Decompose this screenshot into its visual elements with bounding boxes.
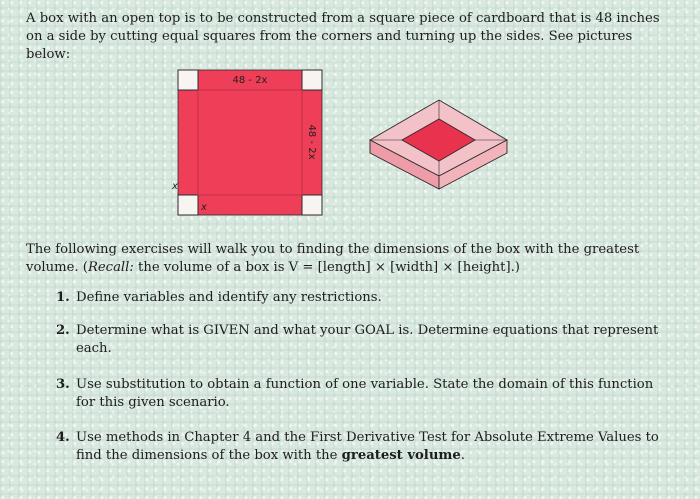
open-box-figure: [366, 96, 511, 191]
exercise-number: 4.: [56, 430, 70, 445]
flat-cardboard-figure: [170, 68, 330, 218]
exercise-number: 2.: [56, 323, 70, 338]
exercise-text-prefix: find the dimensions of the box with the: [76, 448, 342, 463]
exercise-item-1: [56, 289, 660, 307]
cut-corner-top-left: [178, 70, 198, 90]
corner-label-bottom: x: [201, 202, 207, 213]
exercise-text-continued: [56, 447, 660, 465]
cut-corner-bottom-left: [178, 195, 198, 215]
cut-corner-top-right: [302, 70, 322, 90]
exercise-number: 3.: [56, 377, 70, 392]
corner-label-left: x: [172, 181, 178, 192]
lead-paragraph: [26, 241, 676, 277]
cardboard-square: [178, 70, 322, 215]
lead-line-2: [26, 259, 676, 277]
intro-line-1: A box with an open top is to be constructed from a square piece of cardboard that is 48 inches: [26, 11, 660, 26]
exercise-item-2: [56, 322, 660, 358]
exercise-text: Use methods in Chapter 4 and the First Derivative Test for Absolute Extreme Values to: [76, 430, 659, 445]
exercise-text-continued: each.: [76, 341, 112, 356]
exercise-text: Use substitution to obtain a function of one variable. State the domain of this function: [76, 377, 654, 392]
exercise-text-suffix: .: [460, 448, 465, 463]
top-dimension-label: 48 - 2x: [232, 75, 268, 86]
intro-line-2: on a side by cutting equal squares from the corners and turning up the sides. See pictures below:: [26, 29, 633, 62]
intro-paragraph: [26, 10, 676, 64]
lead-line-2-rest: the volume of a box is V = [length] × [width] × [height].): [133, 260, 520, 275]
exercise-text: Define variables and identify any restrictions.: [76, 290, 382, 305]
exercise-number: 1.: [56, 290, 70, 305]
side-dimension-label: 48 - 2x: [306, 124, 317, 160]
exercise-item-3: [56, 376, 660, 412]
cut-corner-bottom-right: [302, 195, 322, 215]
exercise-item-4: [56, 429, 660, 465]
exercise-text: Determine what is GIVEN and what your GOAL is. Determine equations that represent: [76, 323, 659, 338]
lead-line-2-prefix: volume. (: [26, 260, 88, 275]
emphasis-greatest-volume: greatest volume: [341, 448, 461, 463]
exercise-text-continued: for this given scenario.: [76, 395, 230, 410]
lead-line-1: The following exercises will walk you to finding the dimensions of the box with the greatest: [26, 242, 640, 257]
recall-label: Recall:: [87, 260, 134, 275]
